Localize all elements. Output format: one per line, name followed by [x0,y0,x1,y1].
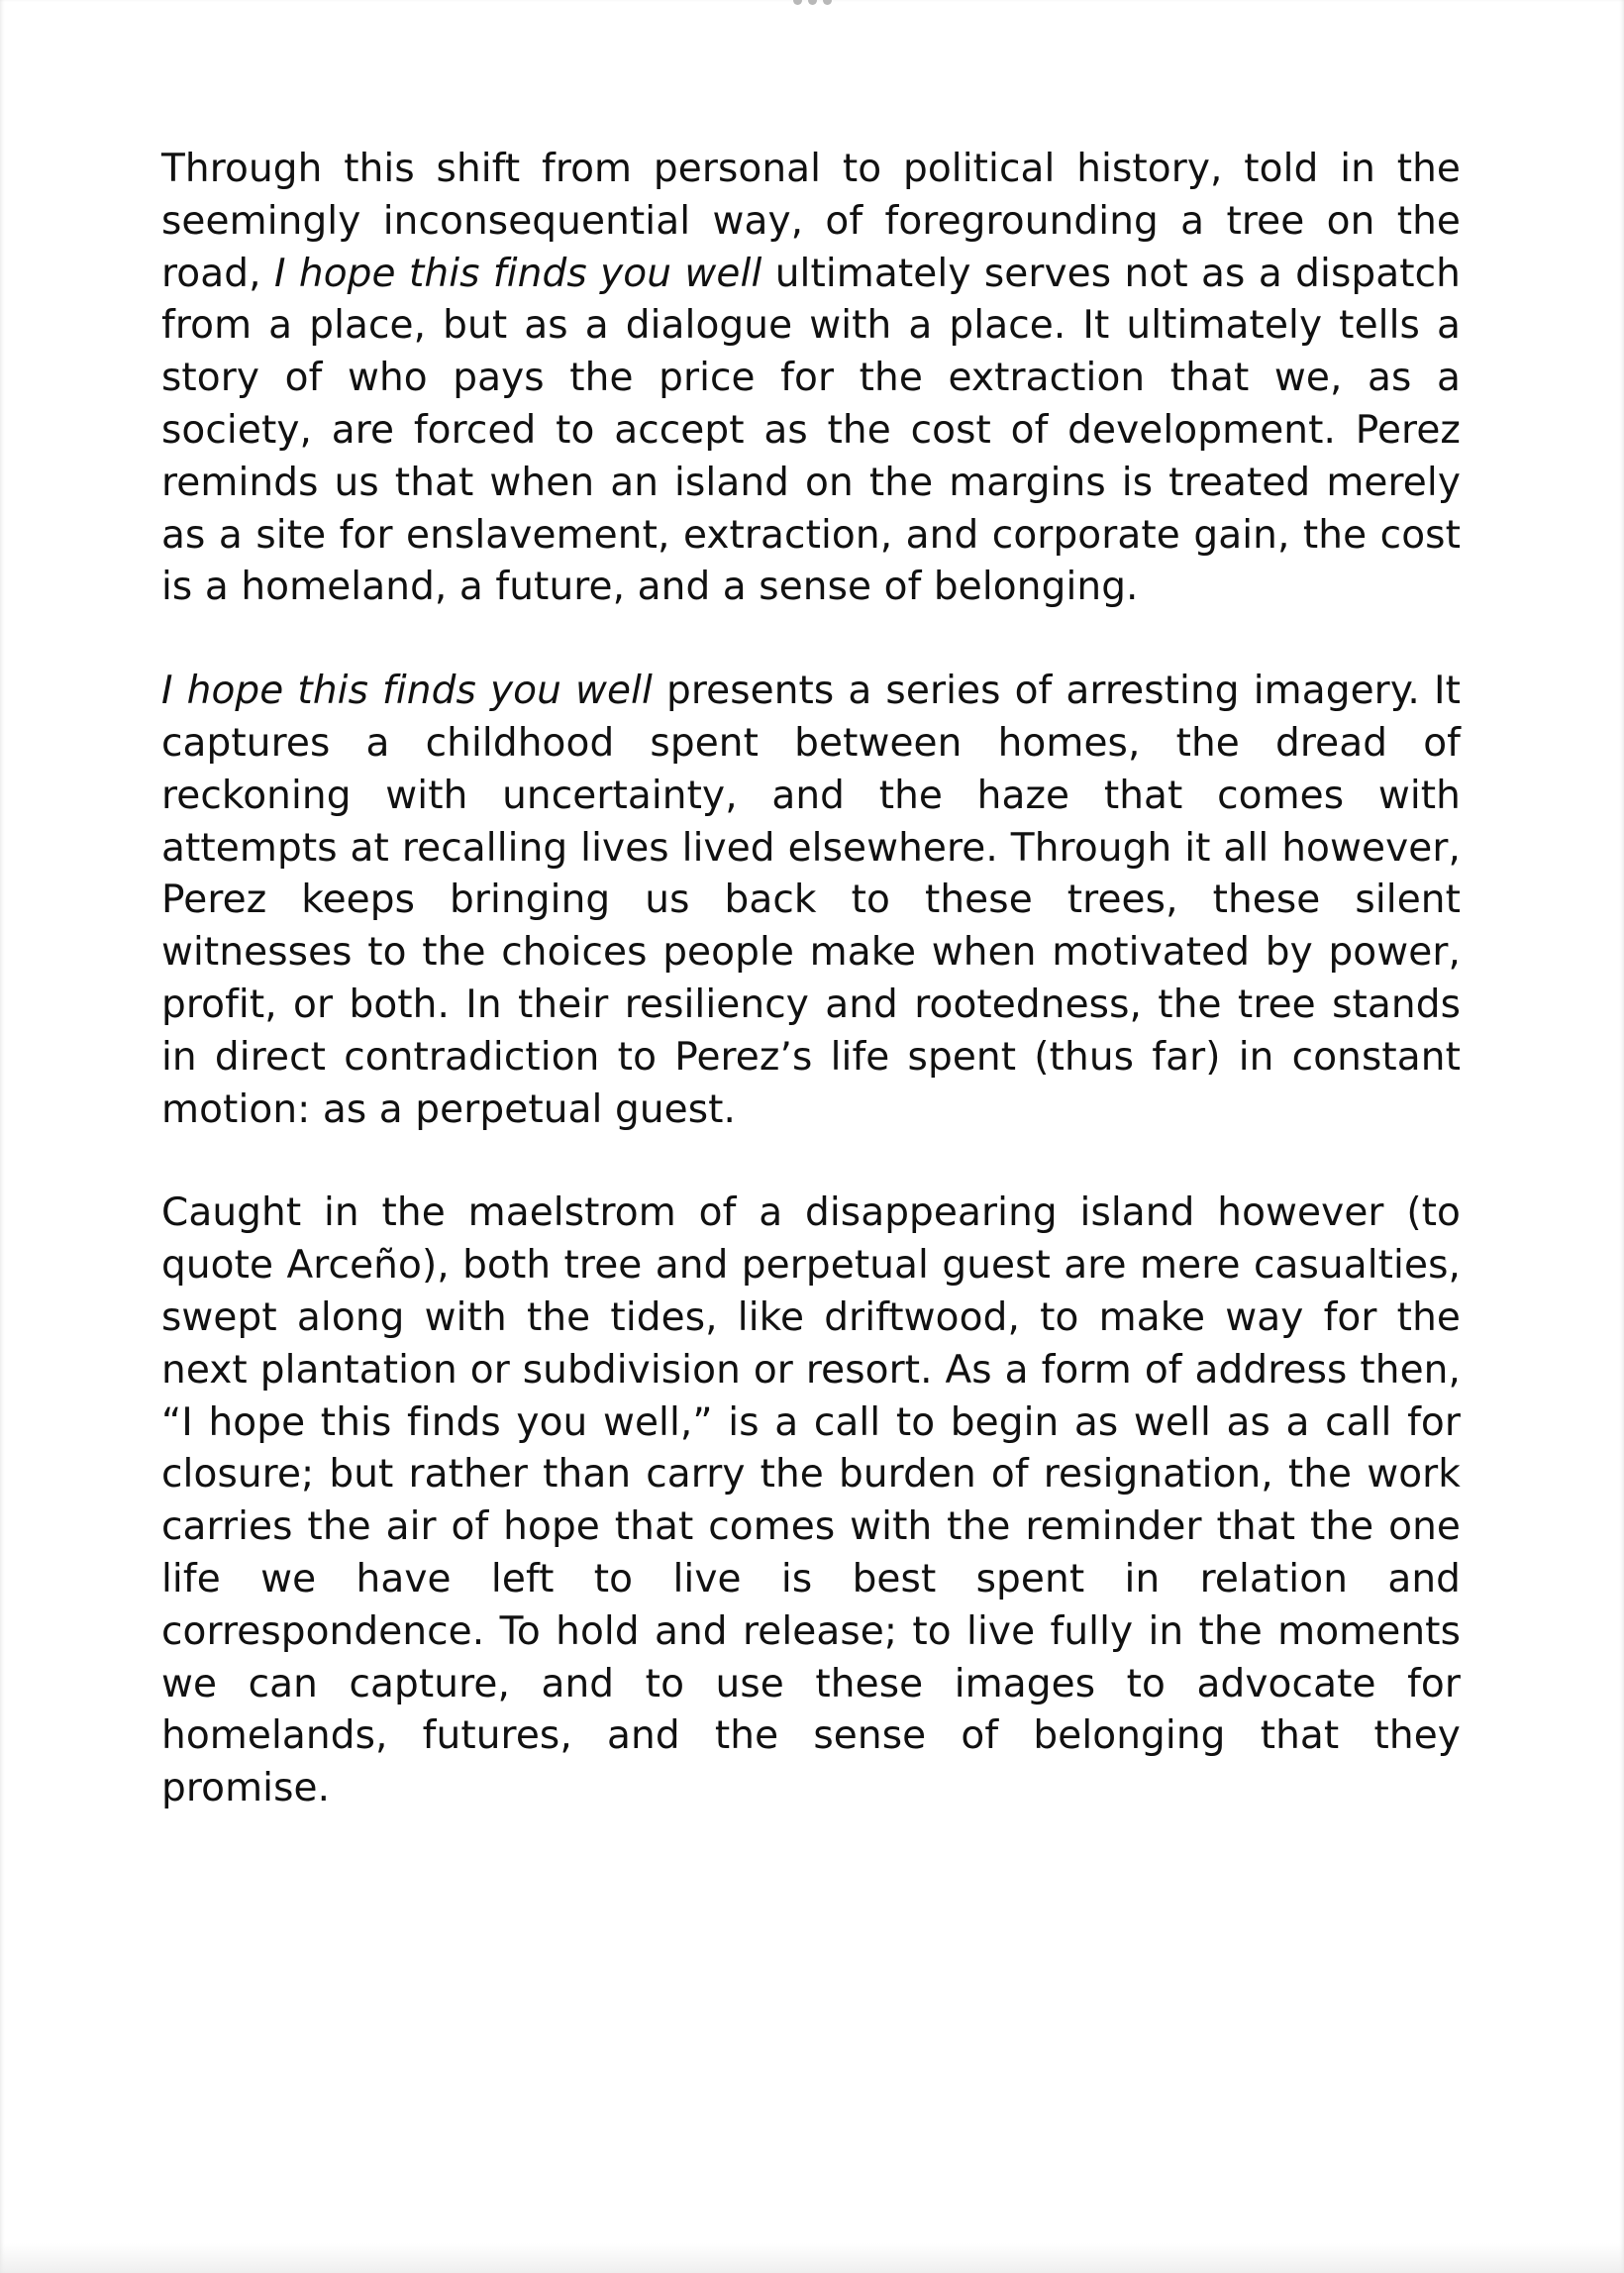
paragraph-3 [161,1188,1461,1815]
body-text [161,144,1461,1867]
paragraph-text: Through this shift from personal to political history, told in the seemingly inconsequential way, of foregrounding a tree on the road, [161,147,1461,296]
paragraph-text: presents a series of arresting imagery. It captures a childhood spent between homes, the dread of reckoning with uncertainty, and the haze that comes with attempts at recalling lives lived elsewhere. Through it all however, Perez keeps bringing us back to these trees, these silent witnesses to the choices people make when motivated by power, profit, or both. In their resiliency and rootedness, the tree stands in direct contradiction to Perez’s life spent (thus far) in constant motion: as a perpetual guest. [161,669,1461,1132]
work-title: I hope this finds you well [161,669,653,714]
paragraph-text: Caught in the maelstrom of a disappearing island however (to quote Arceño), both tree and perpetual guest are mere casualties, swept along with the tides, like driftwood, to make way for the next plantation or subdivision or resort. As a form of address then, “I hope this finds you well,” is a call to begin as well as a call for closure; but rather than carry the burden of resignation, the work carries the air of hope that comes with the reminder that the one life we have left to live is best spent in relation and correspondence. To hold and release; to live fully in the moments we can capture, and to use these images to advocate for homelands, futures, and the sense of belonging that they promise. [161,1190,1461,1811]
work-title: I hope this finds you well [273,251,762,296]
paragraph-1 [161,144,1461,614]
paragraph-2 [161,666,1461,1136]
paragraph-text: ultimately serves not as a dispatch from a place, but as a dialogue with a place. It ultimately tells a story of who pays the price for the extraction that we, as a society, are forced to accept as the cost of development. Perez reminds us that when an island on the margins is treated merely as a site for enslavement, extraction, and corporate gain, the cost is a homeland, a future, and a sense of belonging. [161,251,1461,610]
page-handle-icon [789,0,835,6]
page-bottom-edge [0,2243,1624,2273]
